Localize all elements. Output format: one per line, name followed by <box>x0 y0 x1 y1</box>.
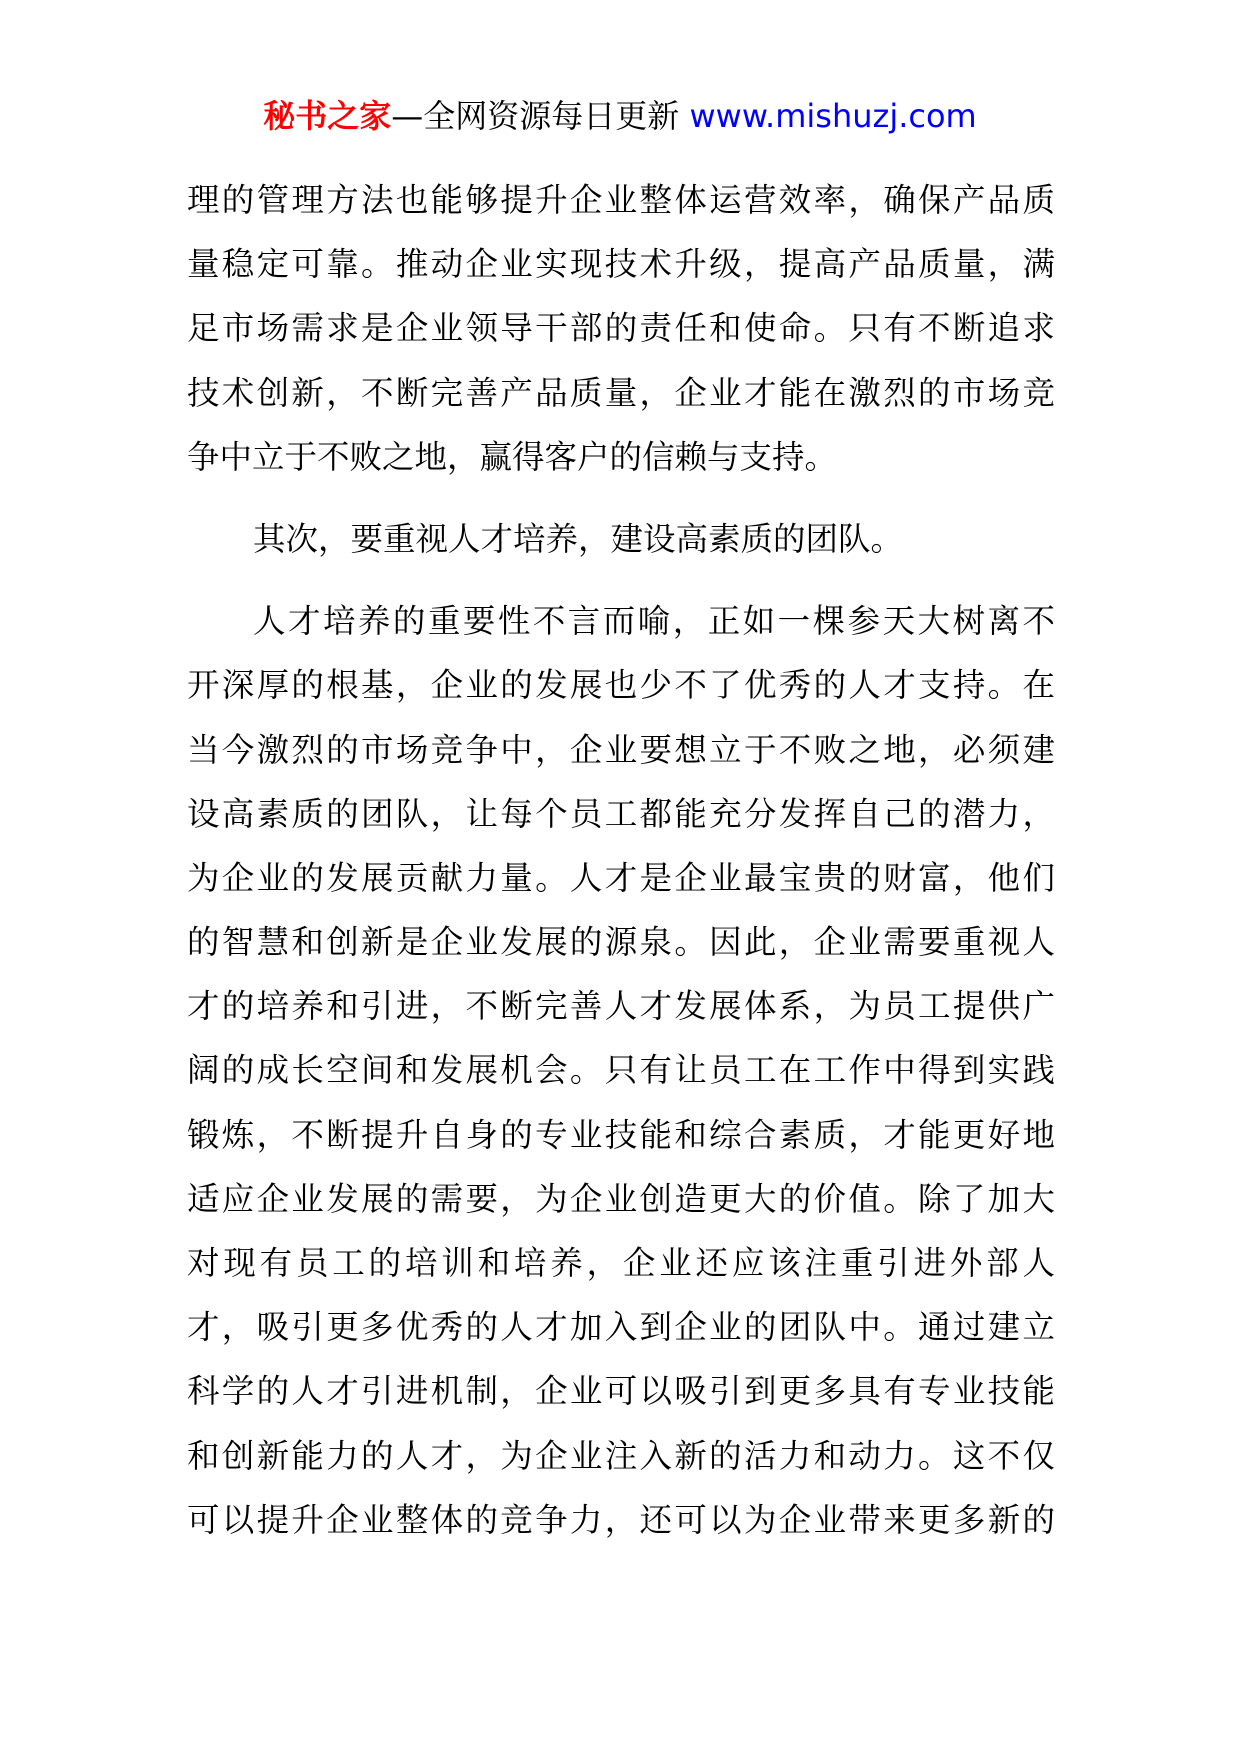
paragraph-2 <box>187 589 1055 1552</box>
document-body <box>187 168 1055 1552</box>
text-line: 为企业的发展贡献力量。人才是企业最宝贵的财富，他们 <box>187 858 1055 897</box>
text-line: 争中立于不败之地，赢得客户的信赖与支持。 <box>187 437 838 476</box>
text-line: 设高素质的团队，让每个员工都能充分发挥自己的潜力， <box>187 794 1055 833</box>
site-brand: 秘书之家 <box>263 97 392 135</box>
text-line: 理的管理方法也能够提升企业整体运营效率，确保产品质 <box>187 181 1055 219</box>
text-line: 可以提升企业整体的竞争力，还可以为企业带来更多新的 <box>187 1500 1055 1539</box>
text-line: 当今激烈的市场竞争中，企业要想立于不败之地，必须建 <box>187 730 1055 769</box>
text-line: 的智慧和创新是企业发展的源泉。因此，企业需要重视人 <box>187 923 1055 962</box>
text-line: 科学的人才引进机制，企业可以吸引到更多具有专业技能 <box>187 1372 1055 1411</box>
text-line: 技术创新，不断完善产品质量，企业才能在激烈的市场竞 <box>187 373 1055 412</box>
text-line: 才，吸引更多优秀的人才加入到企业的团队中。通过建立 <box>187 1308 1055 1347</box>
text-line: 和创新能力的人才，为企业注入新的活力和动力。这不仅 <box>187 1436 1055 1475</box>
paragraph-1 <box>187 168 1055 489</box>
text-line: 足市场需求是企业领导干部的责任和使命。只有不断追求 <box>187 309 1055 348</box>
text-line: 锻炼，不断提升自身的专业技能和综合素质，才能更好地 <box>187 1115 1055 1154</box>
text-line: 对现有员工的培训和培养，企业还应该注重引进外部人 <box>187 1244 1055 1282</box>
paragraph-spacer <box>187 571 1055 589</box>
section-heading: 其次，要重视人才培养，建设高素质的团队。 <box>253 519 904 558</box>
text-line: 人才培养的重要性不言而喻，正如一棵参天大树离不 <box>253 602 1055 641</box>
paragraph-spacer <box>187 489 1055 507</box>
text-line: 阔的成长空间和发展机会。只有让员工在工作中得到实践 <box>187 1051 1055 1090</box>
text-line: 适应企业发展的需要，为企业创造更大的价值。除了加大 <box>187 1179 1055 1218</box>
text-line: 开深厚的根基，企业的发展也少不了优秀的人才支持。在 <box>187 666 1055 705</box>
site-url-link[interactable]: www.mishuzj.com <box>689 97 977 135</box>
text-line: 才的培养和引进，不断完善人才发展体系，为员工提供广 <box>187 987 1055 1026</box>
text-line: 量稳定可靠。推动企业实现技术升级，提高产品质量，满 <box>187 245 1055 284</box>
site-tagline: —全网资源每日更新 <box>391 97 680 135</box>
page-header <box>0 94 1240 138</box>
